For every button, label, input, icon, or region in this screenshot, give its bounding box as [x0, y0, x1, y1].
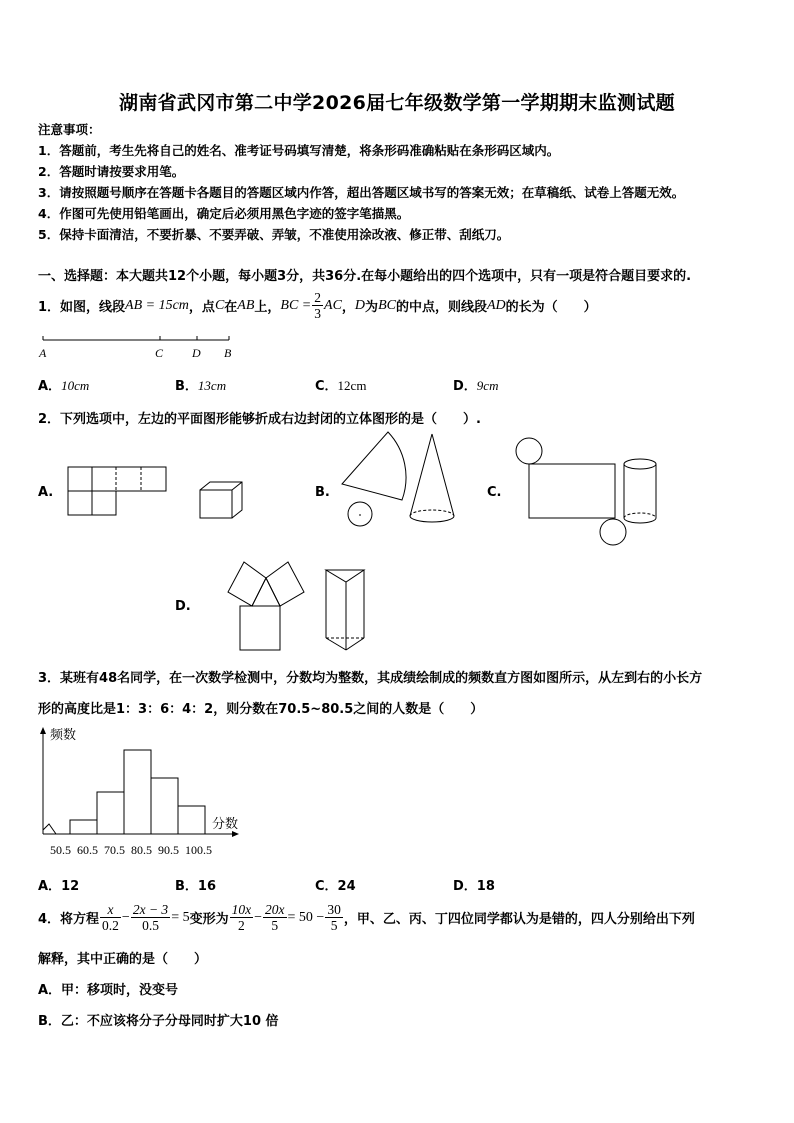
question-4: 4．将方程 $\frac{x}{0.2}$ − $\frac{2x - 3}{0.5}$ = 5 变形为 $\frac{10x}{2}$ − $\frac{20x}{5}$ = 50 − $\frac{30}{5}$ ，甲、乙、丙、丁四位同学都认为是错的，四人分别给出下列 — [38, 902, 695, 933]
histogram-bar — [151, 778, 178, 834]
label-d: D — [192, 346, 201, 360]
q1-option-d[interactable]: D．9cm — [453, 378, 499, 394]
q4-option-b[interactable]: B．乙：不应该将分子分母同时扩大10 倍 — [38, 1014, 279, 1029]
section-heading: 一、选择题：本大题共12个小题，每小题3分，共36分.在每小题给出的四个选项中，只有一项是符合题目要求的. — [38, 269, 692, 284]
axis-break-mark — [43, 824, 56, 834]
q2-option-c-label[interactable]: C. — [487, 485, 502, 500]
q1-option-b[interactable]: B．13cm — [175, 378, 227, 394]
x-tick-label: 100.5 — [185, 843, 212, 857]
q4-option-a[interactable]: A．甲：移项时，没变号 — [38, 983, 179, 998]
question-2: 2．下列选项中，左边的平面图形能够折成右边封闭的立体图形的是（ ）. — [38, 412, 481, 427]
fraction-10x-over-2: $\frac{10x}{2}$ — [231, 902, 252, 933]
question-3-line-2: 形的高度比是1：3：6：4：2，则分数在70.5~80.5之间的人数是（ ） — [38, 702, 484, 717]
prism-net-figure — [200, 556, 380, 656]
cube-figure — [196, 478, 246, 520]
x-tick-label: 70.5 — [104, 843, 125, 857]
note-item-1: 1．答题前，考生先将自己的姓名、准考证号码填写清楚，将条形码准确粘贴在条形码区域内。 — [38, 143, 560, 158]
fraction-x-over-0.2: $\frac{x}{0.2}$ — [102, 902, 119, 933]
y-axis-label: 频数 — [50, 727, 77, 742]
q3-option-b[interactable]: B．16 — [175, 879, 217, 894]
label-c: C — [155, 346, 164, 360]
x-tick-label: 80.5 — [131, 843, 152, 857]
histogram-bar — [124, 750, 151, 834]
histogram-bar — [178, 806, 205, 834]
q2-option-a-label[interactable]: A. — [38, 485, 54, 500]
q2-option-d-label[interactable]: D. — [175, 599, 191, 614]
note-item-4: 4．作图可先使用铅笔画出，确定后必须用黑色字迹的签字笔描黑。 — [38, 206, 410, 221]
label-b: B — [224, 346, 232, 360]
q3-option-a[interactable]: A．12 — [38, 879, 80, 894]
histogram-chart — [34, 722, 254, 862]
segment-diagram — [36, 330, 246, 364]
x-axis-label: 分数 — [212, 816, 239, 831]
y-axis-arrow — [40, 727, 46, 734]
note-item-2: 2．答题时请按要求用笔。 — [38, 164, 185, 179]
label-a: A — [39, 346, 47, 360]
note-item-3: 3．请按照题号顺序在答题卡各题目的答题区域内作答，超出答题区域书写的答案无效；在草稿纸、试卷上答题无效。 — [38, 185, 685, 200]
x-axis-arrow — [232, 831, 239, 837]
fraction-2x-3-over-0.5: $\frac{2x - 3}{0.5}$ — [132, 902, 169, 933]
notes-heading: 注意事项： — [38, 122, 101, 137]
note-item-5: 5．保持卡面清洁，不要折暴、不要弄破、弄皱，不准使用涂改液、修正带、刮纸刀。 — [38, 227, 510, 242]
question-3-line-1: 3．某班有48名同学，在一次数学检测中，分数均为整数，其成绩绘制成的频数直方图如图所示，从左到右的小长方 — [38, 671, 703, 686]
question-1: 1．如图，线段 AB = 15cm ，点 C 在 AB 上， BC = $\frac{2}{3}$ AC ， D 为 BC 的中点，则线段 AD 的长为（ ） — [38, 290, 597, 321]
x-tick-label: 50.5 — [50, 843, 71, 857]
fraction-20x-over-5: $\frac{20x}{5}$ — [265, 902, 285, 933]
histogram-bar — [97, 792, 124, 834]
cube-net-figure — [64, 462, 174, 518]
q3-option-d[interactable]: D．18 — [453, 879, 495, 894]
q3-option-c[interactable]: C．24 — [315, 879, 356, 894]
x-tick-label: 60.5 — [77, 843, 98, 857]
fraction-two-thirds: $\frac{2}{3}$ — [314, 290, 322, 321]
page-title: 湖南省武冈市第二中学2026届七年级数学第一学期期末监测试题 — [119, 92, 675, 114]
x-tick-label: 90.5 — [158, 843, 179, 857]
fraction-30-over-5: $\frac{30}{5}$ — [327, 902, 341, 933]
q1-option-c[interactable]: C．12cm — [315, 378, 367, 394]
q1-option-a[interactable]: A．10cm — [38, 378, 90, 394]
question-4-line-2: 解释，其中正确的是（ ） — [38, 952, 208, 967]
cone-net-figure — [338, 428, 468, 528]
q2-option-b-label[interactable]: B. — [315, 485, 330, 500]
histogram-bar — [70, 820, 97, 834]
cylinder-net-figure — [510, 434, 670, 548]
